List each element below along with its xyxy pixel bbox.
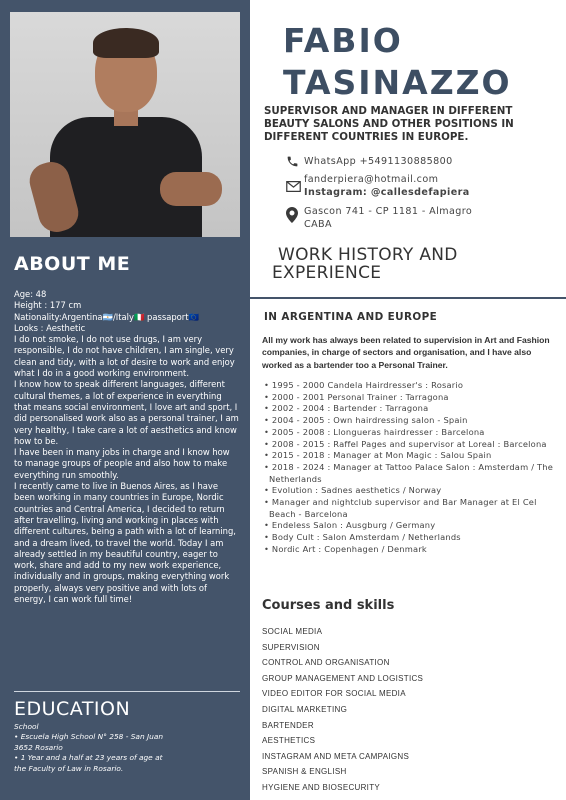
instagram-text: Instagram: @callesdefapiera — [304, 187, 470, 198]
skill-item: SPANISH & ENGLISH — [262, 767, 347, 777]
courses-title: Courses and skills — [262, 598, 395, 613]
section-rule — [250, 297, 566, 299]
skill-item: VIDEO EDITOR FOR SOCIAL MEDIA — [262, 689, 406, 699]
education-body — [14, 722, 164, 774]
education-item: • Escuela High School N° 258 - San Juan 3652 Rosario — [14, 732, 164, 752]
skill-item: DIGITAL MARKETING — [262, 704, 348, 714]
work-title-line-1: WORK HISTORY AND — [278, 245, 458, 265]
candidate-name — [283, 20, 512, 104]
list-item: • 2002 - 2004 : Bartender : Tarragona — [264, 403, 429, 414]
email-text: fanderpiera@hotmail.com — [304, 174, 439, 185]
about-body — [14, 289, 240, 605]
last-name: TASINAZZO — [283, 63, 512, 102]
location-pin-icon — [286, 205, 304, 226]
contact-email[interactable] — [286, 173, 470, 199]
about-looks: Looks : Aesthetic — [14, 322, 86, 333]
list-item: • Body Cult : Salon Amsterdam / Netherlands — [264, 532, 461, 543]
about-paragraph: I recently came to live in Buenos Aires, as I have been working in many countries in Europe, Nordic countries and Central America, I decided to return after travelling, living and working in places with different cultures, being a path with a lot of learning, and a dream lived, to travel the world. Today I am already settled in my beautiful country, eager to work, share and add to my new work experience, individually and in groups, making everything work properly, always very positive and with lots of energy, I can work full time! — [14, 481, 236, 605]
address-line-2: CABA — [304, 219, 333, 230]
address-line-1: Gascon 741 - CP 1181 - Almagro — [304, 206, 473, 217]
contact-phone[interactable] — [286, 155, 453, 171]
education-title: EDUCATION — [14, 698, 131, 720]
contact-address — [286, 205, 472, 231]
about-height: Height : 177 cm — [14, 300, 82, 311]
skill-item: GROUP MANAGEMENT AND LOGISTICS — [262, 673, 424, 683]
list-item: • 2000 - 2001 Personal Trainer : Tarragona — [264, 391, 449, 402]
about-nationality: Nationality:Argentina🇦🇷/Italy🇮🇹 passaport🇪🇺 — [14, 311, 199, 322]
list-item: • Evolution : Sadnes aesthetics / Norway — [264, 485, 442, 496]
whatsapp-text: WhatsApp +5491130885800 — [304, 156, 453, 167]
job-list — [264, 380, 554, 556]
skill-item: SOCIAL MEDIA — [262, 627, 323, 636]
list-item: • 2018 - 2024 : Manager at Tattoo Palace Salon : Amsterdam / The Netherlands — [264, 461, 554, 484]
list-item: • 2008 - 2015 : Raffel Pages and supervisor at Loreal : Barcelona — [264, 438, 547, 449]
list-item: • Endeless Salon : Ausgburg / Germany — [264, 520, 436, 531]
list-item: • 2015 - 2018 : Manager at Mon Magic : Salou Spain — [264, 450, 492, 461]
work-history-title — [272, 246, 458, 282]
profile-photo — [10, 12, 240, 237]
education-label: School — [14, 722, 39, 731]
about-paragraph: I do not smoke, I do not use drugs, I am very responsible, I do not have children, I am single, very clean and tidy, with a lot of desire to work and enjoy what I do in a good working environment. — [14, 334, 235, 379]
list-item: • Nordic Art : Copenhagen / Denmark — [264, 543, 427, 554]
list-item: • 1995 - 2000 Candela Hairdresser's : Rosario — [264, 380, 464, 390]
list-item: • 2005 - 2008 : Llongueras hairdresser : Barcelona — [264, 426, 485, 437]
skill-item: AESTHETICS — [262, 736, 316, 746]
about-title: ABOUT ME — [14, 253, 131, 275]
work-region-subtitle: IN ARGENTINA AND EUROPE — [264, 311, 438, 323]
phone-icon — [286, 155, 304, 171]
about-age: Age: 48 — [14, 289, 47, 299]
about-paragraph: I have been in many jobs in charge and I know how to manage groups of people and also how to make everything run smoothly. — [14, 447, 230, 480]
skill-item: BARTENDER — [262, 720, 314, 730]
sidebar-divider — [14, 691, 240, 692]
skill-item: SUPERVISION — [262, 642, 320, 652]
skill-item: HYGIENE AND BIOSECURITY — [262, 782, 381, 792]
first-name: FABIO — [283, 21, 403, 60]
education-item: • 1 Year and a half at 23 years of age at the Faculty of Law in Rosario. — [14, 753, 163, 773]
headline: SUPERVISOR AND MANAGER IN DIFFERENT BEAUTY SALONS AND OTHER POSITIONS IN DIFFERENT COUNTRIES IN EUROPE. — [264, 105, 514, 143]
skill-item: INSTAGRAM AND META CAMPAIGNS — [262, 751, 410, 761]
list-item: • Manager and nightclub supervisor and Bar Manager at El Cel Beach - Barcelona — [264, 497, 537, 519]
work-summary: All my work has always been related to supervision in Art and Fashion companies, in charge of sectors and organisation, and I have also worked as a bartender too a Personal Trainer. — [262, 335, 550, 370]
skill-item: CONTROL AND ORGANISATION — [262, 658, 390, 668]
mail-icon — [286, 173, 304, 195]
skills-list — [262, 624, 423, 796]
list-item: • 2004 - 2005 : Own hairdressing salon - Spain — [264, 415, 468, 426]
about-paragraph: I know how to speak different languages, different cultural themes, a lot of experience in everything that means social environment, I love art and sport, I did personalised work also as a personal trainer, I am very healthy, I take care a lot of aesthetics and know how to be. — [14, 379, 239, 446]
work-title-line-2: EXPERIENCE — [272, 263, 382, 283]
sidebar — [0, 0, 250, 800]
